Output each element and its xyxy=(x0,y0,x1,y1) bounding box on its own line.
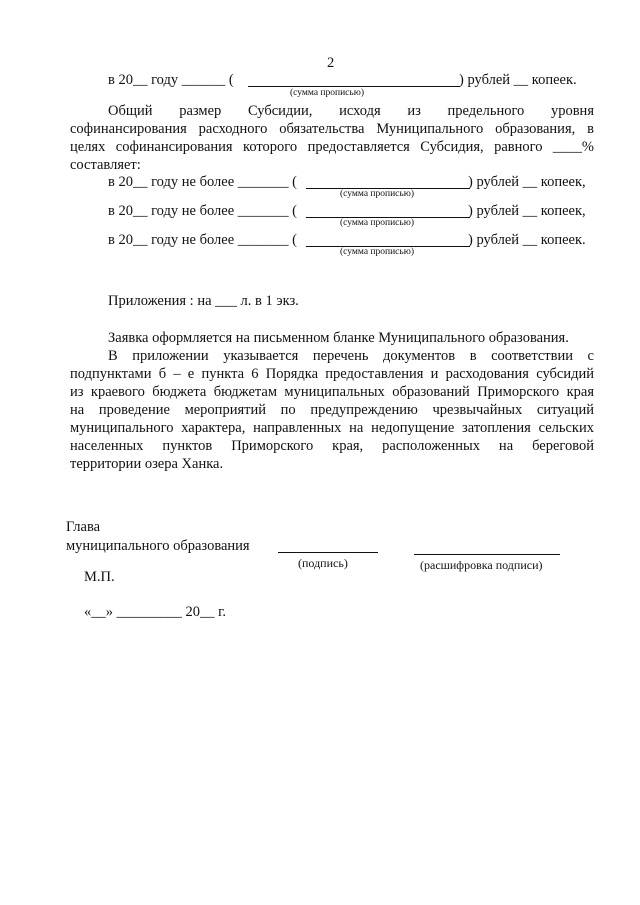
size-paragraph-line-1: Общий размер Субсидии, исходя из предельного уровня xyxy=(108,103,594,119)
size-paragraph-line-2: софинансирования расходного обязательства Муниципального образования, в xyxy=(70,121,594,137)
amount-caption: (сумма прописью) xyxy=(290,88,364,98)
appendix-line-1: В приложении указывается перечень документов в соответствии с xyxy=(108,348,594,364)
amount-in-words-blank xyxy=(248,86,460,87)
year-row-1-suffix: ) рублей __ копеек, xyxy=(468,174,586,190)
size-paragraph-line-3: целях софинансирования которого предоставляется Субсидия, равного ____% xyxy=(70,139,594,155)
year-row-3-prefix: в 20__ году не более _______ ( xyxy=(108,232,297,248)
appendix-line-3: из краевого бюджета бюджетам муниципальных образований Приморского края xyxy=(70,384,594,400)
amount-line-prefix: в 20__ году ______ ( xyxy=(108,72,234,88)
amount-line-suffix: ) рублей __ копеек. xyxy=(459,72,577,88)
date-line: «__» _________ 20__ г. xyxy=(84,604,227,620)
year-row-1-caption: (сумма прописью) xyxy=(340,189,414,199)
stamp-placeholder: М.П. xyxy=(84,569,115,585)
appendix-line-4: на проведение мероприятий по предупреждению чрезвычайных ситуаций xyxy=(70,402,594,418)
application-note: Заявка оформляется на письменном бланке Муниципального образования. xyxy=(108,330,569,346)
decoding-blank xyxy=(414,554,560,555)
appendix-line-7: территории озера Ханка. xyxy=(70,456,224,472)
decoding-caption: (расшифровка подписи) xyxy=(420,558,543,572)
appendix-line-5: муниципального характера, направленных на недопущение затопления сельских xyxy=(70,420,594,436)
page-number: 2 xyxy=(327,55,335,71)
year-row-2-prefix: в 20__ году не более _______ ( xyxy=(108,203,297,219)
year-row-2-suffix: ) рублей __ копеек, xyxy=(468,203,586,219)
attachments-line: Приложения : на ___ л. в 1 экз. xyxy=(108,293,299,309)
appendix-line-6: населенных пунктов Приморского края, расположенных на береговой xyxy=(70,438,594,454)
head-title-line-2: муниципального образования xyxy=(66,538,250,554)
year-row-2-caption: (сумма прописью) xyxy=(340,218,414,228)
size-paragraph-line-4: составляет: xyxy=(70,157,141,173)
year-row-1-prefix: в 20__ году не более _______ ( xyxy=(108,174,297,190)
appendix-line-2: подпунктами б – е пункта 6 Порядка предоставления и расходования субсидий xyxy=(70,366,594,382)
signature-caption: (подпись) xyxy=(298,556,348,570)
head-title-line-1: Глава xyxy=(66,519,101,535)
signature-blank xyxy=(278,552,378,553)
year-row-3-caption: (сумма прописью) xyxy=(340,247,414,257)
year-row-3-suffix: ) рублей __ копеек. xyxy=(468,232,586,248)
